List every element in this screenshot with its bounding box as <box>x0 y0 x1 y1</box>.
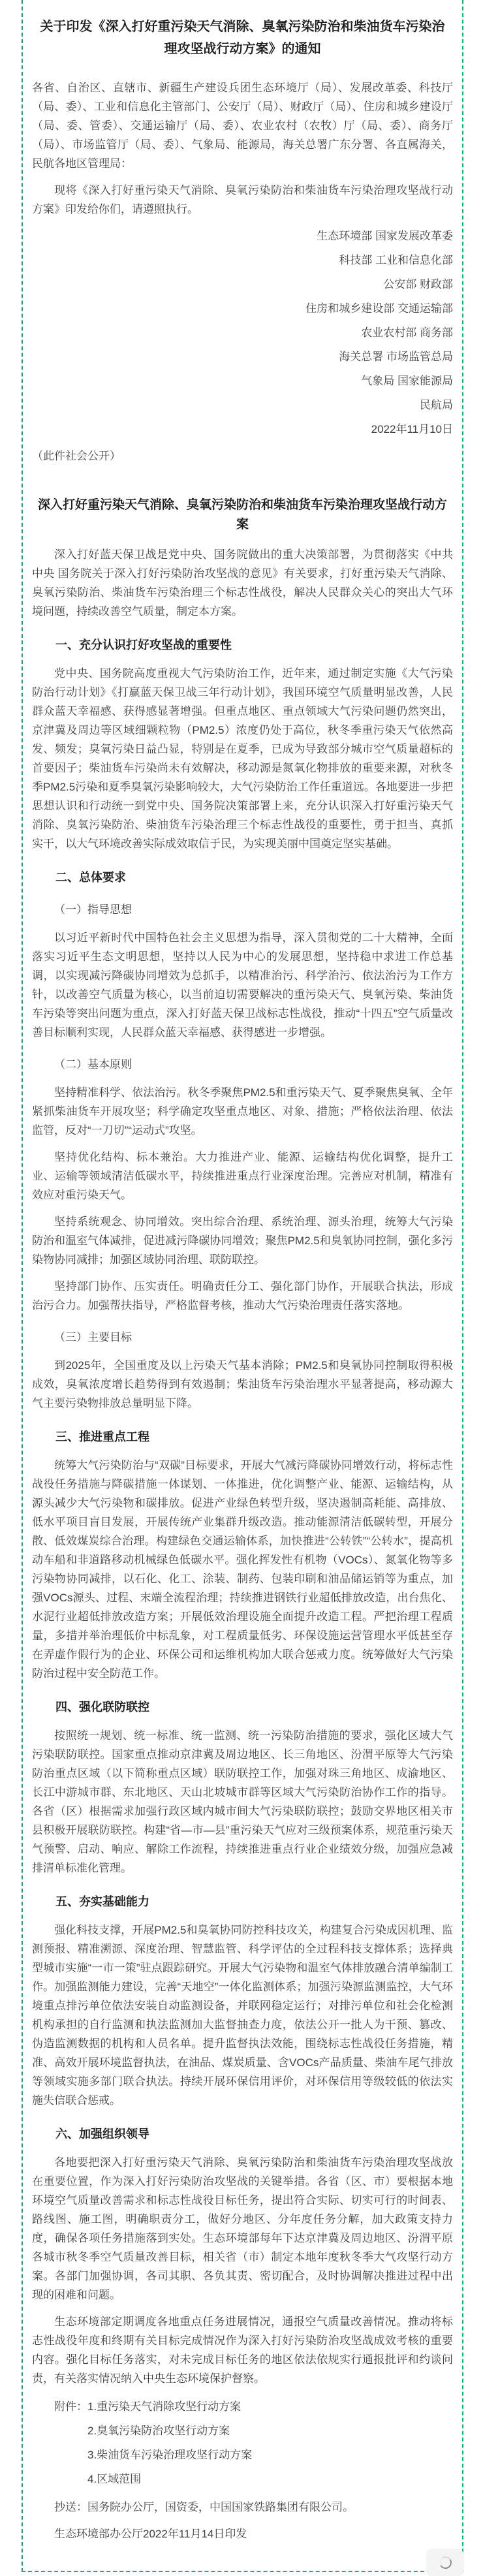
section-heading: 二、总体要求 <box>55 871 126 884</box>
attachment-item: 4.区域范围 <box>87 2473 142 2485</box>
paragraph: 强化科技支撑，开展PM2.5和臭氧协同防控科技攻关，构建复合污染成因机理、监测预报、精准溯源、深度治理、智慧监管、科学评估的全过程科技支撑体系；选择典型城市实施“一市一策”驻点跟踪研究。开展大气污染物和温室气体排放融合清单编制工作。加强监测能力建设，完善“天地空”一体化监测体系；加强污染源监测监控，大气环境重点排污单位依法安装自动监测设备，并联网稳定运行；对排污单位和社会化检测机构承担的自行监测和执法监测加大监督抽查力度，依法公开一批人为干预、篡改、伪造监测数据的机构和人员名单。提升监督执法效能，围绕标志性战役任务措施，精准、高效开展环境监督执法，在油品、煤炭质量、含VOCs产品质量、柴油车尾气排放等领域实施多部门联合执法。持续开展环保信用评价，对环保信用等级较低的依法实施失信联合惩戒。 <box>32 1924 453 2107</box>
paragraph: 到2025年，全国重度及以上污染天气基本消除；PM2.5和臭氧协同控制取得积极成效，臭氧浓度增长趋势得到有效遏制；柴油货车污染治理水平显著提高，移动源大气主要污染物排放总量明显下降。 <box>32 1359 453 1409</box>
paragraph: 各省、自治区、直辖市、新疆生产建设兵团生态环境厅（局）、发展改革委、科技厅（局、委）、工业和信息化主管部门、公安厅（局）、财政厅（局）、住房和城乡建设厅（局、委、管委）、交通运输厅（局、委）、农业农村（农牧）厅（局、委）、商务厅（局）、市场监管厅（局、委）、气象局、能源局，海关总署广东分署、各直属海关，民航各地区管理局： <box>32 82 453 170</box>
paragraph: 抄送：国务院办公厅，国资委，中国国家铁路集团有限公司。 <box>54 2501 354 2513</box>
paragraph: 各地要把深入打好重污染天气消除、臭氧污染防治和柴油货车污染治理攻坚战放在重要位置，作为深入打好污染防治攻坚战的关键举措。各省（区、市）要根据本地环境空气质量改善需求和标志性战役目标任务，提出符合实际、切实可行的时间表、路线图、施工图，明确职责分工，做好分地区、分年度任务分解，加大政策支持力度，确保各项任务措施落到实处。生态环境部每年下达京津冀及周边地区、汾渭平原各城市秋冬季空气质量改善目标，相关省（市）制定本地年度秋冬季大气攻坚行动方案。各部门加强协调，各司其职、各负其责、密切配合，及时协调解决推进过程中出现的困难和问题。 <box>32 2156 453 2301</box>
paragraph: 现将《深入打好重污染天气消除、臭氧污染防治和柴油货车污染治理攻坚战行动方案》印发给你们，请遵照执行。 <box>32 184 453 215</box>
signature-line: 气象局 国家能源局 <box>361 375 453 387</box>
subsection-heading: （一）指导思想 <box>54 903 132 916</box>
attachments <box>32 2397 453 2489</box>
paragraph: （此件社会公开） <box>32 450 121 462</box>
paragraph: 坚持优化结构、标本兼治。大力推进产业、能源、运输结构优化调整，提升工业、运输等领域清洁低碳水平，持续推进重点行业深度治理。完善应对机制，精准有效应对重污染天气。 <box>32 1151 453 1201</box>
paragraph: 坚持部门协作、压实责任。明确责任分工、强化部门协作，开展联合执法，形成治污合力。加强帮扶指导，严格监督考核，推动大气污染治理责任落实落地。 <box>32 1280 453 1312</box>
loading-circle-icon <box>438 2555 453 2570</box>
document-frame <box>22 0 463 2572</box>
paragraph: 坚持精准科学、依法治污。秋冬季聚焦PM2.5和重污染天气、夏季聚焦臭氧、全年紧抓柴油货车开展攻坚；科学确定攻坚重点地区、对象、措施；严格依法治理、依法监管，反对“一刀切”“运动式”攻坚。 <box>32 1086 453 1137</box>
paragraph: 党中央、国务院高度重视大气污染防治工作，近年来，通过制定实施《大气污染防治行动计划》《打赢蓝天保卫战三年行动计划》，我国环境空气质量明显改善，人民群众蓝天幸福感、获得感显著增强。但重点地区、重点领域大气污染问题仍然突出，京津冀及周边等区域细颗粒物（PM2.5）浓度仍处于高位，秋冬季重污染天气依然高发、频发；臭氧污染日益凸显，特别是在夏季，已成为导致部分城市空气质量超标的首要因子；柴油货车污染尚未有效解决，移动源是氮氧化物排放的重要来源，对秋冬季PM2.5污染和夏季臭氧污染影响较大，大气污染防治工作任重道远。各地要进一步把思想认识和行动统一到党中央、国务院决策部署上来，充分认识深入打好重污染天气消除、臭氧污染防治、柴油货车污染治理三个标志性战役的重要性，勇于担当、真抓实干，以大气环境改善实际成效取信于民，为实现美丽中国奠定坚实基础。 <box>32 667 453 850</box>
section-heading: 四、强化联防联控 <box>55 1701 149 1714</box>
section-heading: 一、充分认识打好攻坚战的重要性 <box>55 638 232 652</box>
paragraph: 生态环境部办公厅2022年11月14日印发 <box>54 2528 247 2540</box>
section-heading: 六、加强组织领导 <box>55 2128 149 2141</box>
section-heading: 三、推进重点工程 <box>55 1430 149 1443</box>
paragraph: 统筹大气污染防治与“双碳”目标要求，开展大气减污降碳协同增效行动，将标志性战役任务措施与降碳措施一体谋划、一体推进，优化调整产业、能源、运输结构，从源头减少大气污染物和碳排放。促进产业绿色转型升级，坚决遏制高耗能、高排放、低水平项目盲目发展，开展传统产业集群升级改造。推动能源清洁低碳转型，开展分散、低效煤炭综合治理。构建绿色交通运输体系，加快推进“公转铁”“公转水”，提高机动车船和非道路移动机械绿色低碳水平。强化挥发性有机物（VOCs）、氮氧化物等多污染物协同减排，以石化、化工、涂装、制药、包装印刷和油品储运销等为重点，加强VOCs源头、过程、末端全流程治理；持续推进钢铁行业超低排放改造，出台焦化、水泥行业超低排放改造方案；开展低效治理设施全面提升改造工程。严把治理工程质量，多措并举治理低价中标乱象，对工程质量低劣、环保设施运营管理水平低甚至存在弄虚作假行为的企业、环保公司和运维机构加大联合惩戒力度。统筹做好大气污染防治过程中安全防范工作。 <box>32 1459 453 1680</box>
paragraph: 坚持系统观念、协同增效。突出综合治理、系统治理、源头治理，统筹大气污染防治和温室气体减排，促进减污降碳协同增效；聚焦PM2.5和臭氧协同控制，强化多污染物协同减排；加强区域协同治理、联防联控。 <box>32 1216 453 1266</box>
attachment-item: 2.臭氧污染防治攻坚行动方案 <box>87 2425 230 2437</box>
signature-line: 2022年11月10日 <box>371 423 453 435</box>
notice-title: 关于印发《深入打好重污染天气消除、臭氧污染防治和柴油货车污染治理攻坚战行动方案》的通知 <box>40 20 445 56</box>
signature-line: 农业农村部 商务部 <box>361 326 453 339</box>
signature-line: 海关总署 市场监管总局 <box>339 351 453 363</box>
signature-line: 生态环境部 国家发展改革委 <box>317 230 453 242</box>
document-body <box>32 78 453 2543</box>
paragraph: 深入打好蓝天保卫战是党中央、国务院做出的重大决策部署，为贯彻落实《中共中央 国务院关于深入打好污染防治攻坚战的意见》有关要求，打好重污染天气消除、臭氧污染防治、柴油货车污染治理三个标志性战役，解决人民群众关心的突出大气环境问题，持续改善空气质量，制定本方案。 <box>32 548 453 618</box>
signature-line: 民航局 <box>420 399 453 411</box>
paragraph: 生态环境部定期调度各地重点任务进展情况，通报空气质量改善情况。推动将标志性战役年度和终期有关目标完成情况作为深入打好污染防治攻坚战成效考核的重要内容。强化目标任务落实，对未完成目标任务的地区依法依规实行通报批评和约谈问责，有关落实情况纳入中央生态环境保护督察。 <box>32 2316 453 2385</box>
signature-line: 公安部 财政部 <box>383 278 453 291</box>
attachment-item: 附件：1.重污染天气消除攻坚行动方案 <box>54 2400 242 2413</box>
plan-title: 深入打好重污染天气消除、臭氧污染防治和柴油货车污染治理攻坚战行动方案 <box>37 498 447 531</box>
attachment-item: 3.柴油货车污染治理攻坚行动方案 <box>87 2449 253 2461</box>
subsection-heading: （二）基本原则 <box>54 1058 132 1071</box>
signature-line: 住房和城乡建设部 交通运输部 <box>305 302 453 315</box>
back-to-top-button[interactable] <box>427 2549 463 2576</box>
signature-line: 科技部 工业和信息化部 <box>339 254 453 266</box>
subsection-heading: （三）主要目标 <box>54 1331 132 1343</box>
section-heading: 五、夯实基础能力 <box>55 1895 149 1908</box>
paragraph: 按照统一规划、统一标准、统一监测、统一污染防治措施的要求，强化区域大气污染联防联控。国家重点推动京津冀及周边地区、长三角地区、汾渭平原等大气污染防治重点区域（以下简称重点区域）联防联控工作，加强对珠三角地区、成渝地区、长江中游城市群、东北地区、天山北坡城市群等区域大气污染防治协作工作的指导。各省（区）根据需求加强行政区域内城市间大气污染联防联控；鼓励交界地区相关市县积极开展联防联控。构建“省—市—县”重污染天气应对三级预案体系，规范重污染天气预警、启动、响应、解除工作流程，持续推进重点行业企业绩效分级，加强应急减排清单标准化管理。 <box>32 1729 453 1874</box>
paragraph: 以习近平新时代中国特色社会主义思想为指导，深入贯彻党的二十大精神，全面落实习近平生态文明思想，坚持以人民为中心的发展思想，坚持稳中求进工作总基调，以实现减污降碳协同增效为总抓手，以精准治污、科学治污、依法治污为工作方针，以改善空气质量为核心，以当前迫切需要解决的重污染天气、臭氧污染、柴油货车污染等突出问题为重点，深入打好蓝天保卫战标志性战役，推动“十四五”空气质量改善目标顺利实现，人民群众蓝天幸福感、获得感进一步增强。 <box>32 932 453 1039</box>
